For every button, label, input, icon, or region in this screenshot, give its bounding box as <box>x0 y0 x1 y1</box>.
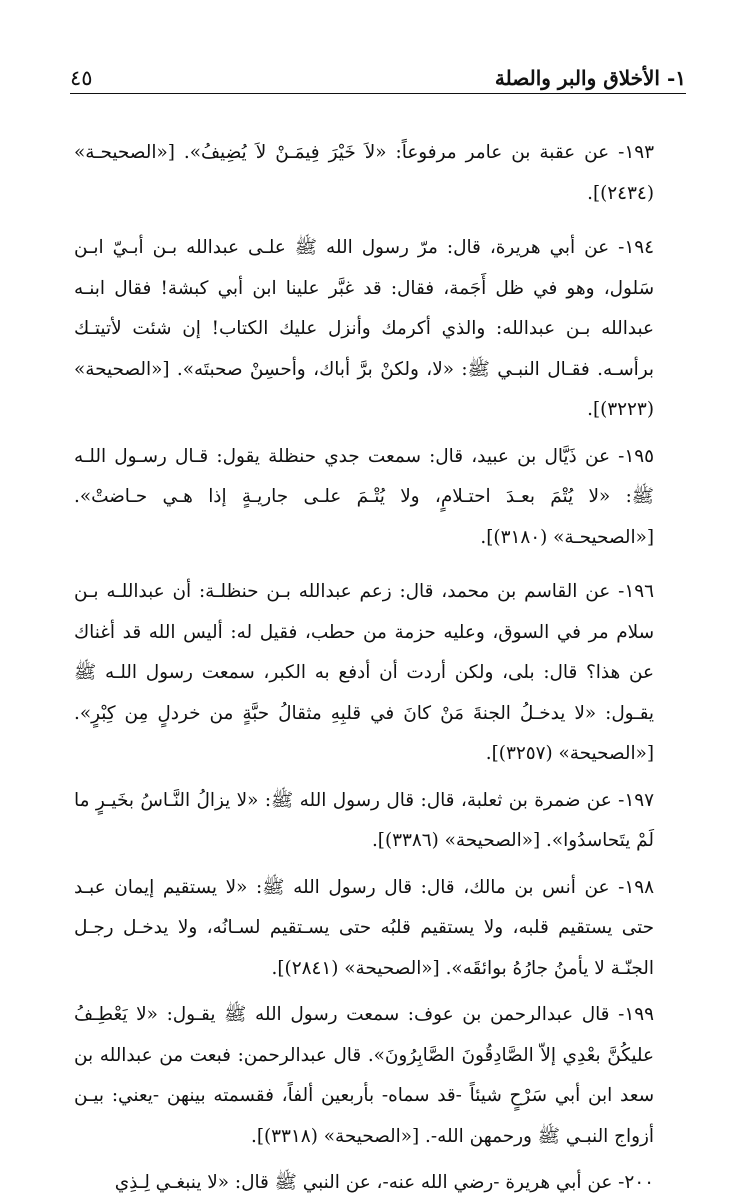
hadith-text: عن عقبة بن عامر مرفوعاً: «لاَ خَيْرَ فِيمَـنْ لاَ يُضِيفُ». [«الصحيحـة» (٢٤٣٤)]. <box>74 142 654 204</box>
hadith-text: عن أبي هريرة، قال: مرّ رسول الله ﷺ علـى عبدالله بـن أبـيّ ابـن سَلول، وهو في ظل أَجَمة، فقال: قد غبَّر علينا ابن أبي كبشة! فقال ابنـه عبدالله بـن عبدالله: والذي أكرمك وأنزل عليك الكتاب! إن شئت لأتيتـك برأسـه. فقـال النبـي ﷺ: «لا، ولكنْ برَّ أباك، وأحسِنْ صحبتَه». [«الصحيحة» (٣٢٢٣)]. <box>74 237 654 420</box>
hadith-198 <box>74 868 682 990</box>
hadith-text: عن أبي هريرة -رضي الله عنه-، عن النبي ﷺ قال: «لا ينبغـي لِـذِي <box>114 1172 613 1193</box>
hadith-197 <box>74 781 682 862</box>
hadith-number: ١٩٥- <box>609 445 654 467</box>
hadith-text: عن أنس بن مالك، قال: قال رسول الله ﷺ: «لا يستقيم إيمان عبـد حتى يستقيم قلبه، ولا يستقيم قلبُه حتى يسـتقيم لسـانُه، ولا يدخـل رجـل الجنّـة لا يأمنُ جارُهُ بوائقَه». [«الصحيحة» (٢٨٤١)]. <box>74 876 654 979</box>
page-body <box>74 133 682 1204</box>
hadith-number: ١٩٧- <box>611 789 654 811</box>
hadith-text: عن ذَيَّال بن عبيد، قال: سمعت جدي حنظلة يقول: قـال رسـول اللـه ﷺ: «لا يُتْمَ بعـدَ احتـلامٍ، ولا يُتْـمَ علـى جاريـةٍ إذا هـي حـاضتْ». [«الصحيحـة» (٣١٨٠)]. <box>74 445 654 548</box>
hadith-text: عن ضمرة بن ثعلبة، قال: قال رسول الله ﷺ: «لا يزالُ النَّـاسُ بخَيـرٍ ما لَمْ يتَحاسدُوا». [«الصحيحة» (٣٣٨٦)]. <box>74 789 654 851</box>
running-head <box>70 56 686 90</box>
hadith-text: عن القاسم بن محمد، قال: زعم عبدالله بـن حنظلـة: أن عبداللـه بـن سلام مر في السوق، وعليه حزمة من حطب، فقيل له: أليس الله قد أغناك عن هذا؟ قال: بلى، ولكن أردت أن أدفع به الكبر، سمعت رسول اللـه ﷺ يقـول: «لا يدخـلُ الجنةَ مَنْ كانَ في قلبِهِ مثقالُ حبَّةٍ من خردلٍ مِن كِبْرٍ». [«الصحيحة» (٣٢٥٧)]. <box>74 581 654 764</box>
hadith-195 <box>74 437 682 559</box>
hadith-number: ١٩٦- <box>610 581 654 602</box>
hadith-number: ١٩٨- <box>609 876 654 898</box>
hadith-number: ٢٠٠- <box>612 1172 654 1193</box>
hadith-196 <box>74 572 682 775</box>
hadith-number: ١٩٩- <box>609 1004 654 1025</box>
header-rule <box>70 93 686 94</box>
hadith-number: ١٩٤- <box>609 237 654 258</box>
page-number: ٤٥ <box>70 66 93 90</box>
hadith-200 <box>74 1163 682 1204</box>
chapter-title: ١- الأخلاق والبر والصلة <box>494 66 686 90</box>
hadith-193 <box>74 133 682 214</box>
hadith-number: ١٩٣- <box>609 142 655 163</box>
hadith-194 <box>74 228 682 431</box>
hadith-199 <box>74 995 682 1157</box>
hadith-text: قال عبدالرحمن بن عوف: سمعت رسول الله ﷺ يقـول: «لا يَعْطِـفُ عليكُنَّ بعْدِي إلاّ الصَّادِقُونَ الصَّابِرُونَ». قال عبدالرحمن: فبعت من عبدالله بن سعد ابن أبي سَرْحٍ شيئاً -قد سماه- بأربعين ألفاً، فقسمته بينهن -يعني: بيـن أزواج النبـي ﷺ ورحمهن الله-. [«الصحيحة» (٣٣١٨)]. <box>74 1004 654 1147</box>
